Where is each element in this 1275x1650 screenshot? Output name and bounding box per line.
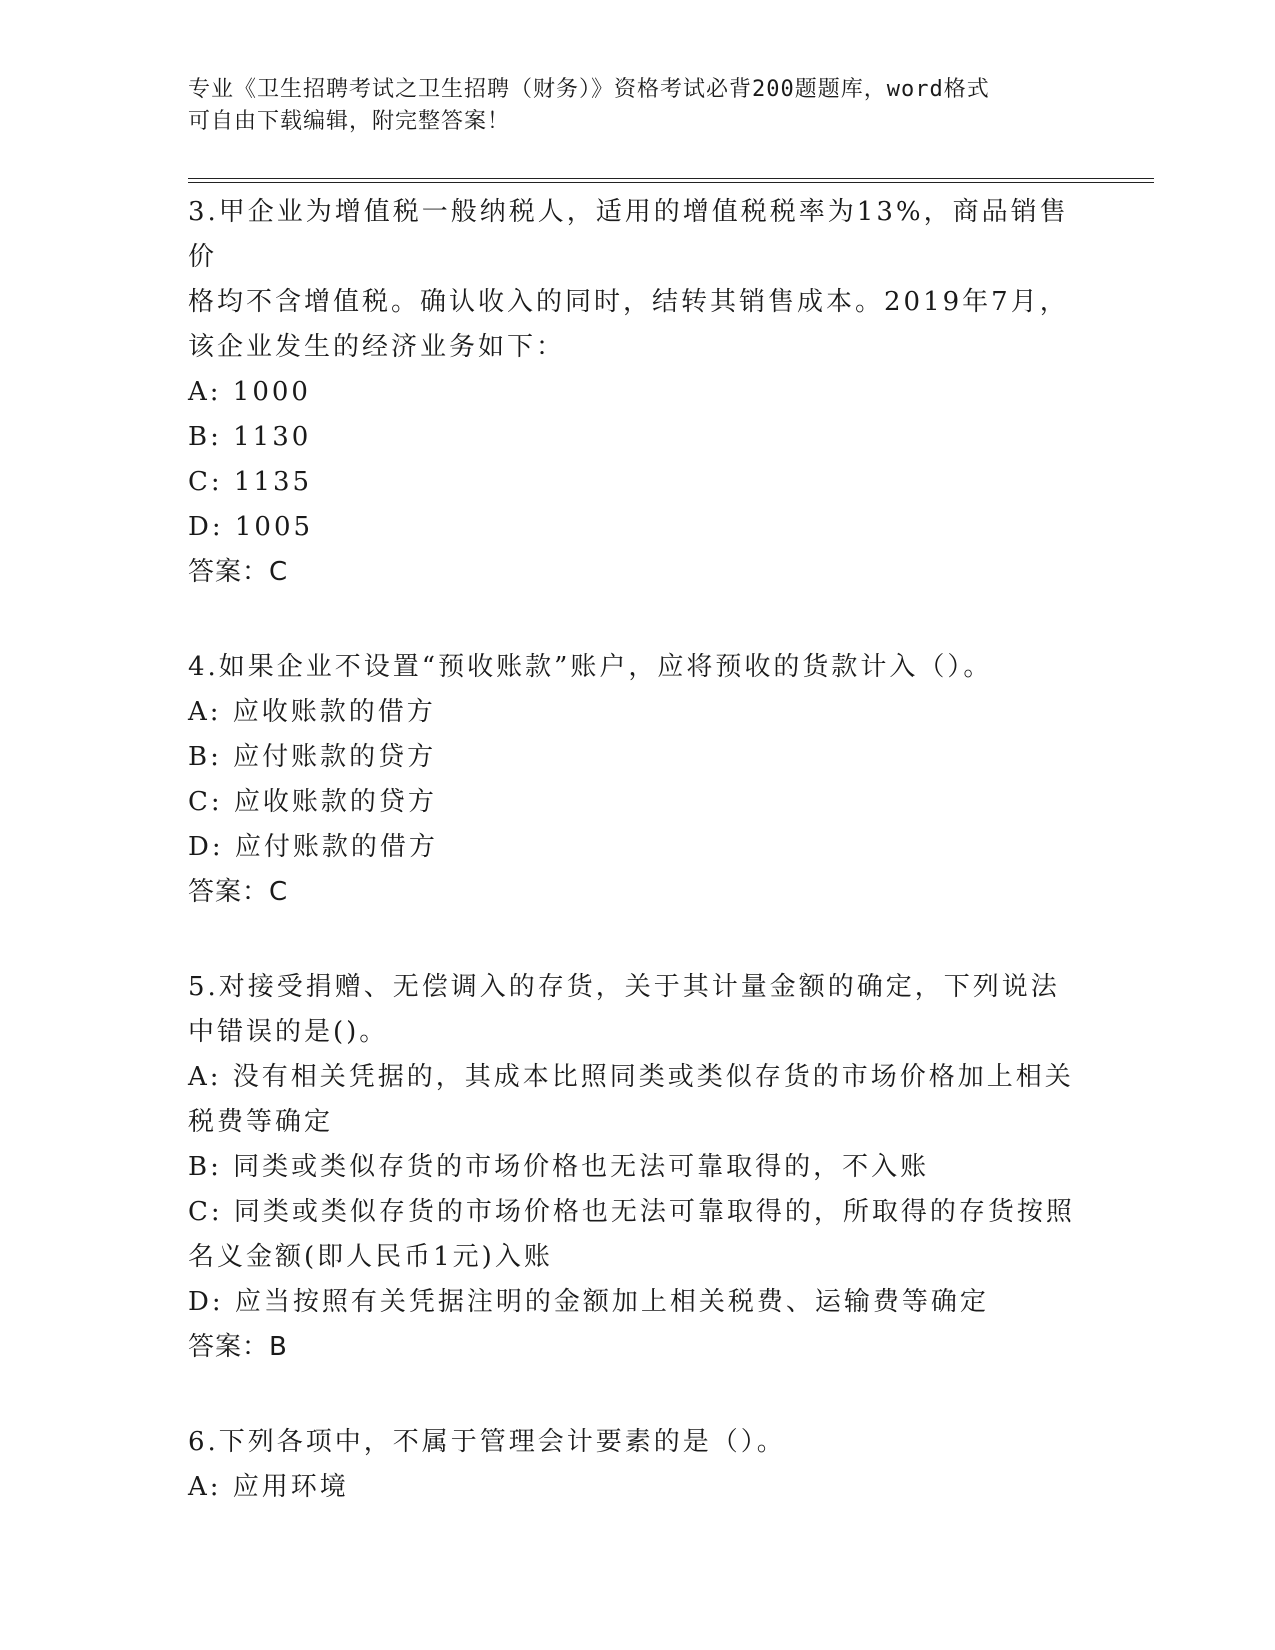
- option-a: A: 1000: [188, 377, 311, 407]
- question-list: [188, 190, 1088, 1560]
- option-b: B: 同类或类似存货的市场价格也无法可靠取得的，不入账: [188, 1152, 930, 1182]
- document-header: [188, 74, 1068, 138]
- option-a: A: 应用环境: [188, 1472, 349, 1502]
- header-divider-top: [188, 178, 1154, 179]
- question-text-line: 该企业发生的经济业务如下：: [188, 332, 566, 362]
- option-b: B: 1130: [188, 422, 312, 452]
- question-text-line: 4.如果企业不设置“预收账款”账户，应将预收的货款计入（）。: [188, 652, 993, 682]
- option-c: C: 同类或类似存货的市场价格也无法可靠取得的，所取得的存货按照: [188, 1197, 1075, 1227]
- question-text-line: 6.下列各项中，不属于管理会计要素的是（）。: [188, 1427, 786, 1457]
- option-d: D: 应付账款的借方: [188, 832, 438, 862]
- option-d: D: 1005: [188, 512, 314, 542]
- question-item: [188, 1420, 1088, 1510]
- option-c-continued: 名义金额(即人民币1元)入账: [188, 1242, 553, 1272]
- answer-line: 答案：C: [188, 877, 289, 907]
- question-item: [188, 645, 1088, 915]
- question-text-line: 3.甲企业为增值税一般纳税人，适用的增值税税率为13%，商品销售价: [188, 197, 1069, 272]
- option-a-continued: 税费等确定: [188, 1107, 334, 1137]
- question-item: [188, 190, 1088, 595]
- header-line-1: 专业《卫生招聘考试之卫生招聘（财务）》资格考试必背200题题库，word格式: [188, 77, 990, 102]
- question-text-line: 5.对接受捐赠、无偿调入的存货，关于其计量金额的确定，下列说法: [188, 972, 1060, 1002]
- option-c: C: 应收账款的贷方: [188, 787, 437, 817]
- question-text-line: 格均不含增值税。确认收入的同时，结转其销售成本。2019年7月，: [188, 287, 1069, 317]
- option-a: A: 应收账款的借方: [188, 697, 436, 727]
- answer-line: 答案：C: [188, 557, 289, 587]
- question-item: [188, 965, 1088, 1370]
- header-line-2: 可自由下载编辑，附完整答案！: [188, 109, 511, 134]
- option-a: A: 没有相关凭据的，其成本比照同类或类似存货的市场价格加上相关: [188, 1062, 1074, 1092]
- option-c: C: 1135: [188, 467, 313, 497]
- question-text-line: 中错误的是()。: [188, 1017, 389, 1047]
- option-d: D: 应当按照有关凭据注明的金额加上相关税费、运输费等确定: [188, 1287, 989, 1317]
- option-b: B: 应付账款的贷方: [188, 742, 437, 772]
- header-divider-bottom: [188, 182, 1154, 183]
- answer-line: 答案：B: [188, 1332, 288, 1362]
